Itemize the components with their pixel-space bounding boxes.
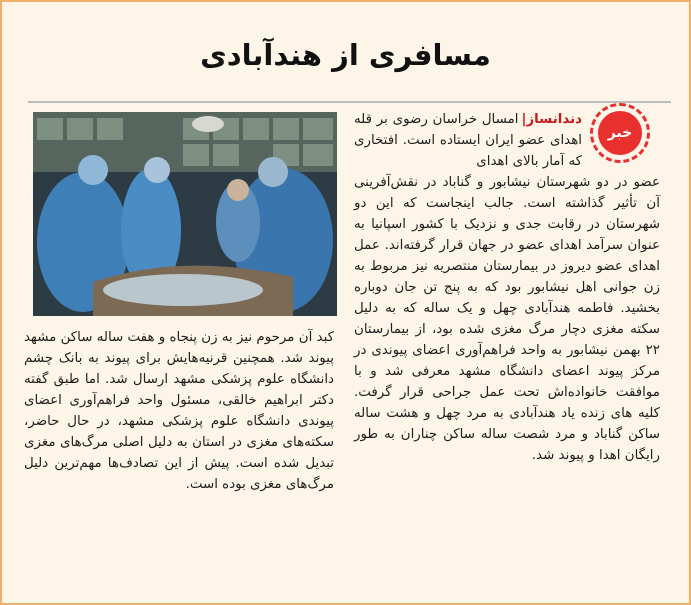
author-lead: دندانساز| (521, 112, 582, 127)
lead-paragraph (354, 109, 660, 172)
surgery-photo (33, 112, 337, 316)
headline-divider (28, 101, 671, 103)
left-text-column (24, 327, 334, 495)
right-column-body: عضو در دو شهرستان نیشابور و گناباد در نقش‌آفرینی آن تأثیر گذاشته است. جالب اینجاست که این دو شهرستان در رقابت جدی و نزدیک با کشور اسپانیا به عنوان سرآمد اهدای عضو در جهان قرار گرفته‌اند. عمل اهدای عضو دیروز در بیمارستان منتصریه نیز مربوط به زن جوانی اهل نیشابور بود که به پنج تن جان دوباره بخشید. فاطمه هندآبادی چهل و یک ساله که به دلیل سکته مغزی دچار مرگ مغزی شده بود، از بیمارستان ۲۲ بهمن نیشابور به واحد فراهم‌آوری اعضای پیوندی در مرکز پیوند اعضای دانشگاه مشهد معرفی شد و با موافقت خانواده‌اش تحت عمل جراحی قرار گرفت. کلیه های زنده یاد هندآبادی به مرد چهل و هشت ساله ساکن گناباد و مرد شصت ساله ساکن چناران به طور رایگان اهدا و پیوند شد. (354, 175, 660, 463)
lead-text: امسال خراسان رضوی بر قله اهدای عضو ایران ایستاده است. افتخاری که آمار بالای اهدای (354, 112, 582, 169)
surgery-photo-illustration (33, 112, 337, 316)
news-badge-label: خبر (598, 111, 642, 155)
right-text-column (354, 109, 660, 466)
article-headline: مسافری از هندآبادی (200, 38, 491, 72)
left-column-body: کبد آن مرحوم نیز به زن پنجاه و هفت ساله ساکن مشهد پیوند شد. همچنین قرنیه‌هایش برای پیوند به بانک چشم دانشگاه علوم پزشکی مشهد ارسال شد. اما طبق گفته دکتر ابراهیم خالقی، مسئول واحد فراهم‌آوری اعضای پیوندی دانشگاه علوم پزشکی مشهد، در حال حاضر، سکته‌های مغزی در استان به دلیل اصلی مرگ‌های مغزی تبدیل شده است. پیش از این تصادف‌ها مهم‌ترین دلیل مرگ‌های مغزی بوده است. (24, 330, 334, 492)
